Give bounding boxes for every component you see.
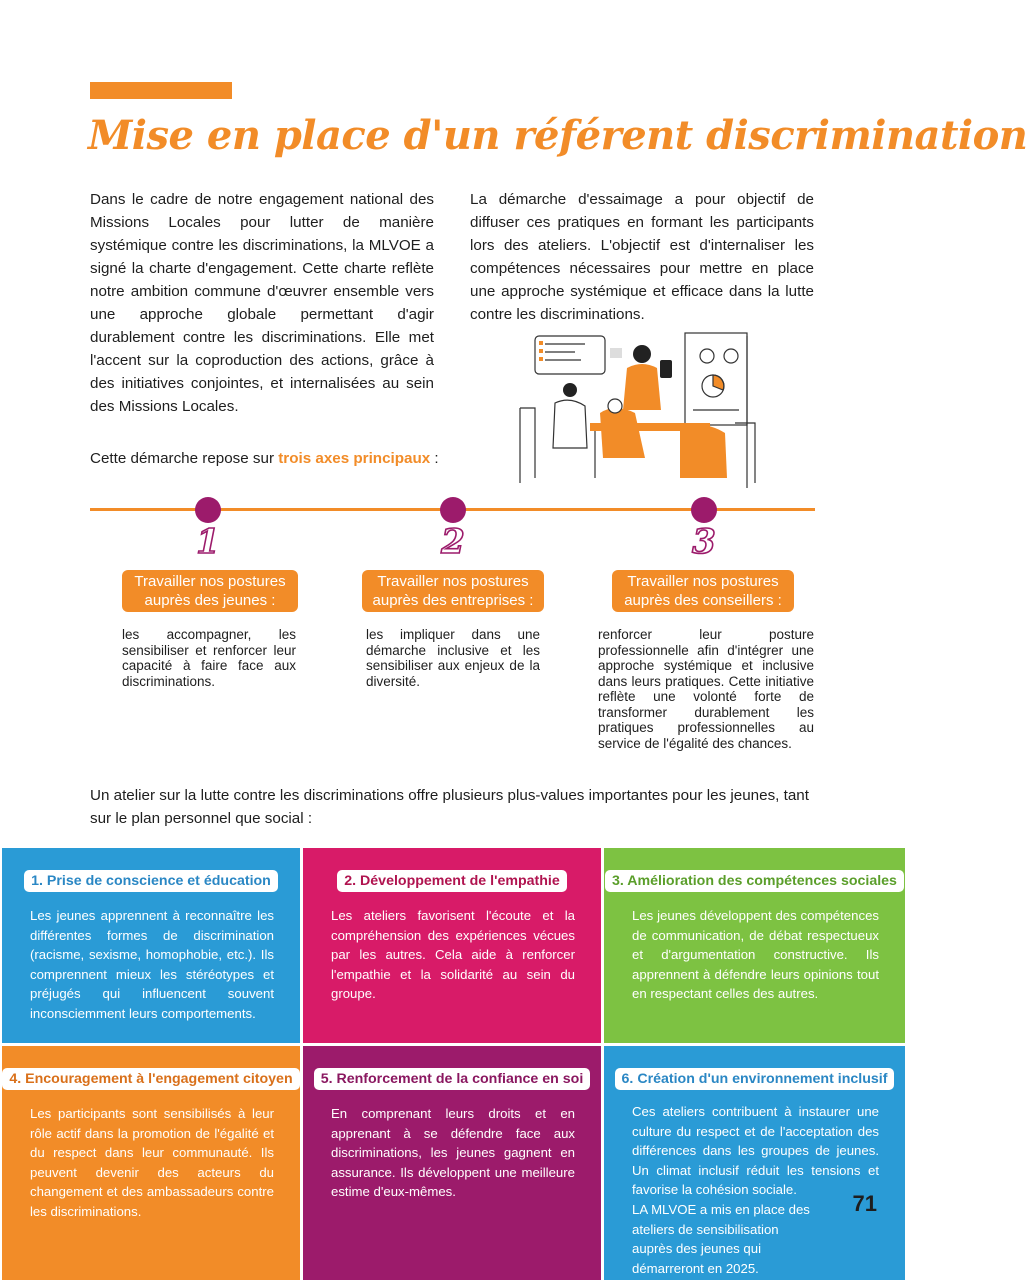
intro-right-paragraph: La démarche d'essaimage a pour objectif de diffuser ces pratiques en formant les participants lors des ateliers. L'objectif est d'internaliser les compétences nécessaires pour mettre en place une approche systémique et efficace dans la lutte contre les discriminations.	[470, 191, 814, 323]
benefit-text-6: Ces ateliers contribuent à instaurer une culture du respect et de l'acceptation des différences dans les groupes de jeunes. Un climat inclusif réduit les tensions et favorise la cohésion sociale.	[632, 1104, 879, 1197]
outro-paragraph: Un atelier sur la lutte contre les discriminations offre plusieurs plus-values importantes pour les jeunes, tant sur le plan personnel que social :	[90, 787, 809, 827]
benefit-text-1: Les jeunes apprennent à reconnaître les différentes formes de discrimination (racisme, sexisme, homophobie, etc.). Ils comprennent mieux les stéréotypes et préjugés qui influencent souvent inconsciemment leurs comportements.	[30, 908, 274, 1021]
benefit-card-5	[303, 1046, 601, 1280]
timeline-dot-1	[195, 497, 221, 523]
axis-number-2: 2	[441, 522, 465, 562]
benefit-heading-5: 5. Renforcement de la confiance en soi	[314, 1068, 591, 1090]
axis-label-2: Travailler nos postures auprès des entreprises :	[362, 570, 544, 612]
benefit-card-6	[604, 1046, 905, 1280]
benefit-card-2	[303, 848, 601, 1043]
timeline-dot-2	[440, 497, 466, 523]
benefit-text-3: Les jeunes développent des compétences de communication, de débat respectueux et d'argumentation constructive. Ils apprennent à défendre leurs opinions tout en respectant celles des autres.	[632, 908, 879, 1001]
axis-description-1: les accompagner, les sensibiliser et renforcer leur capacité à faire face aux discriminations.	[122, 627, 296, 689]
team-meeting-illustration	[515, 328, 760, 493]
axis-number-3: 3	[692, 522, 716, 562]
benefit-heading-4: 4. Encouragement à l'engagement citoyen	[2, 1068, 299, 1090]
benefits-grid	[0, 848, 905, 1280]
axes-intro-text: Cette démarche repose sur	[90, 450, 279, 467]
benefit-text-5: En comprenant leurs droits et en apprenant à se défendre face aux discriminations, les jeunes gagnent en assurance. Ils développent une meilleure estime d'eux-mêmes.	[331, 1106, 575, 1199]
page-title: Mise en place d'un référent discrimination	[88, 112, 1027, 159]
benefit-heading-1: 1. Prise de conscience et éducation	[24, 870, 278, 892]
benefit-card-3	[604, 848, 905, 1043]
axis-label-3: Travailler nos postures auprès des conseillers :	[612, 570, 794, 612]
axes-intro	[90, 450, 470, 467]
benefit-heading-3: 3. Amélioration des compétences sociales	[605, 870, 904, 892]
intro-left-paragraph: Dans le cadre de notre engagement national des Missions Locales pour lutter de manière systémique contre les discriminations, la MLVOE a signé la charte d'engagement. Cette charte reflète notre ambition commune d'œuvrer ensemble vers une approche globale permettant d'agir durablement contre les discriminations. Elle met l'accent sur la coproduction des actions, grâce à des initiatives conjointes, et internalisées au sein des Missions Locales.	[90, 191, 434, 415]
benefit-card-4	[2, 1046, 300, 1280]
axis-description-3: renforcer leur posture professionnelle afin d'intégrer une approche systémique et inclusive dans leurs pratiques. Cette initiative reflète une volonté forte de transformer durablement les pratiques professionnelles au service de l'égalité des chances.	[598, 627, 814, 751]
axis-number-1: 1	[196, 522, 220, 562]
benefit-text-2: Les ateliers favorisent l'écoute et la compréhension des expériences vécues par les autres. Cela aide à renforcer l'empathie et la solidarité au sein du groupe.	[331, 908, 575, 1001]
timeline-dot-3	[691, 497, 717, 523]
benefit-text-4: Les participants sont sensibilisés à leur rôle actif dans la promotion de l'égalité et du respect dans leur communauté. Ils peuvent devenir des acteurs du changement et des ambassadeurs contre les discriminations.	[30, 1106, 274, 1219]
page-number: 71	[852, 1191, 877, 1216]
benefit-heading-6: 6. Création d'un environnement inclusif	[615, 1068, 895, 1090]
axes-intro-suffix: :	[430, 450, 439, 467]
benefit-card-1	[2, 848, 300, 1043]
axis-label-1: Travailler nos postures auprès des jeunes :	[122, 570, 298, 612]
axis-description-2: les impliquer dans une démarche inclusive et les sensibiliser aux enjeux de la diversité.	[366, 627, 540, 689]
benefit-extra-6: LA MLVOE a mis en place des ateliers de sensibilisation auprès des jeunes qui démarreront en 2025.	[632, 1202, 810, 1276]
title-accent-bar	[90, 82, 232, 99]
axes-intro-highlight: trois axes principaux	[278, 450, 431, 467]
benefit-heading-2: 2. Développement de l'empathie	[337, 870, 566, 892]
